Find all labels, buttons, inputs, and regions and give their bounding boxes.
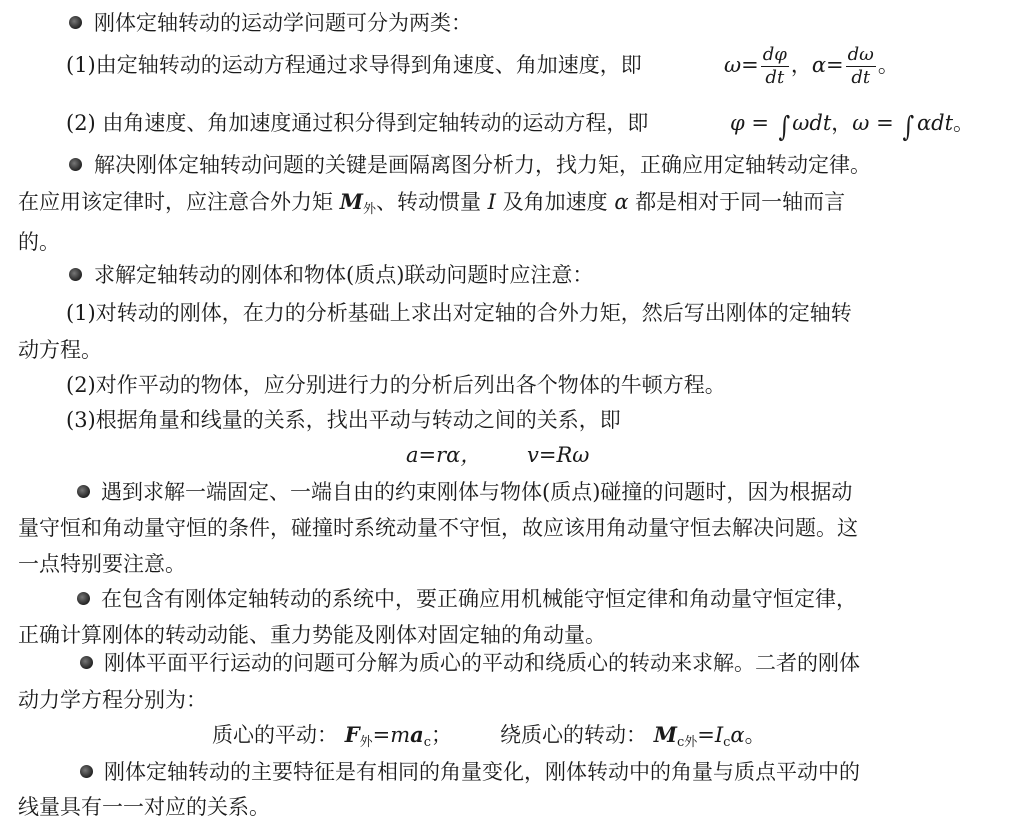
- line-text: (1)由定轴转动的运动方程通过求导得到角速度、角加速度，即: [66, 53, 642, 77]
- text-line: [0, 582, 1022, 616]
- text-line: [0, 683, 1022, 717]
- text-line: [0, 403, 1022, 437]
- line-text: 量守恒和角动量守恒的条件，碰撞时系统动量不守恒，故应该用角动量守恒去解决问题。这: [18, 516, 858, 540]
- line-text: 的。: [18, 230, 60, 254]
- linear-acceleration-formula: a=rα，: [406, 443, 482, 467]
- integral-icon: ∫: [778, 110, 790, 143]
- text-line: [0, 296, 1022, 330]
- text-line: [0, 225, 1022, 259]
- bullet-text: 刚体定轴转动的运动学问题可分为两类：: [94, 11, 472, 35]
- line-text: 在应用该定律时，应注意合外力矩 $M_外$、转动惯量 I 及角加速度 α 都是相对于同一轴而言: [18, 189, 846, 217]
- line-text: 一点特别要注意。: [18, 552, 186, 576]
- bullet-text: 解决刚体定轴转动问题的关键是画隔离图分析力，找力矩，正确应用定轴转动定律。: [94, 153, 871, 177]
- line-text: 线量具有一一对应的关系。: [18, 795, 270, 819]
- bullet-icon: [69, 158, 82, 171]
- line-text: (3)根据角量和线量的关系，找出平动与转动之间的关系，即: [66, 408, 621, 432]
- text-line: [0, 258, 1022, 292]
- text-line: [0, 185, 1022, 219]
- fraction: $\frac{d\omega}{dt}$: [847, 44, 874, 88]
- formula-line: [0, 718, 1022, 752]
- line-text: 正确计算刚体的转动动能、重力势能及刚体对固定轴的角动量。: [18, 623, 606, 647]
- bullet-text: 刚体平面平行运动的问题可分解为质心的平动和绕质心的转动来求解。二者的刚体: [104, 651, 860, 675]
- line-text: (1)对转动的刚体，在力的分析基础上求出对定轴的合外力矩，然后写出刚体的定轴转: [66, 301, 852, 325]
- line-text: (2) 由角速度、角加速度通过积分得到定轴转动的运动方程，即: [66, 111, 649, 135]
- bullet-icon: [77, 485, 90, 498]
- text-line: [0, 44, 1022, 86]
- bullet-text: 在包含有刚体定轴转动的系统中，要正确应用机械能守恒定律和角动量守恒定律，: [101, 587, 857, 611]
- translation-equation: 质心的平动： $F_外=ma_c$；: [212, 722, 453, 750]
- text-line: [0, 368, 1022, 402]
- bullet-icon: [69, 268, 82, 281]
- text-line: [0, 6, 1022, 40]
- rotation-equation: 绕质心的转动： $M_{c外}=I_c\alpha$。: [500, 722, 766, 750]
- text-line: [0, 475, 1022, 509]
- text-line: [0, 547, 1022, 581]
- text-line: [0, 646, 1022, 680]
- text-line: [0, 755, 1022, 789]
- line-text: (2)对作平动的物体，应分别进行力的分析后列出各个物体的牛顿方程。: [66, 373, 726, 397]
- derivative-equation: ω= $\frac{d\varphi}{dt}$ ，α= $\frac{d\omega}{dt}$ 。: [724, 44, 899, 88]
- bullet-icon: [80, 656, 93, 669]
- linear-velocity-formula: v=Rω: [527, 443, 590, 467]
- text-line: [0, 333, 1022, 367]
- text-line: [0, 148, 1022, 182]
- integral-icon: ∫: [902, 110, 915, 143]
- line-text: 动方程。: [18, 338, 102, 362]
- text-line: [0, 511, 1022, 545]
- line-text: 动力学方程分别为：: [18, 688, 207, 712]
- bullet-icon: [77, 592, 90, 605]
- bullet-icon: [80, 765, 93, 778]
- text-line: [0, 790, 1022, 824]
- bullet-text: 求解定轴转动的刚体和物体(质点)联动问题时应注意：: [94, 263, 594, 287]
- fraction: $\frac{d\varphi}{dt}$: [762, 44, 787, 88]
- bullet-icon: [69, 16, 82, 29]
- formula-line: [0, 438, 1022, 472]
- text-line: [0, 103, 1022, 143]
- integral-equation: φ = ∫ ωdt，ω = ∫ αdt。: [730, 103, 974, 147]
- bullet-text: 遇到求解一端固定、一端自由的约束刚体与物体(质点)碰撞的问题时，因为根据动: [101, 480, 853, 504]
- bullet-text: 刚体定轴转动的主要特征是有相同的角量变化，刚体转动中的角量与质点平动中的: [104, 760, 860, 784]
